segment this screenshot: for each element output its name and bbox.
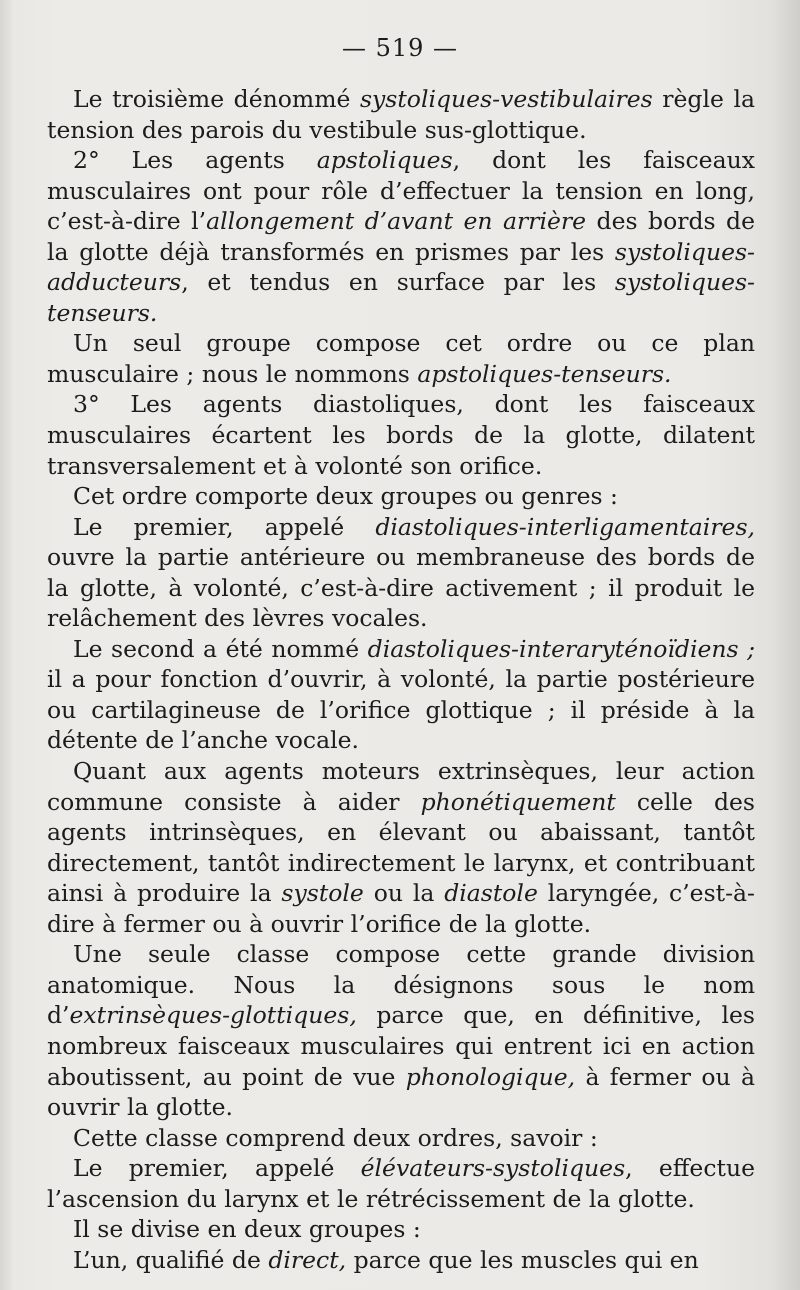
paragraph [47, 84, 755, 145]
italic-term: phonologique, [405, 1062, 576, 1091]
italic-term: apstoliques [316, 146, 453, 175]
text-run: règle la tension des parois du vestibule sus-glottique. [47, 85, 755, 144]
italic-term: diastoliques-interligamentaires, [375, 512, 755, 541]
italic-term: diastoliques-interaryténoïdiens ; [367, 634, 756, 663]
text-run: L’un, qualifié de [73, 1245, 269, 1274]
text-run: , et tendus en surface par les [181, 268, 615, 297]
text-run: celle des agents intrinsèques, en élevant ou abaissant, tantôt directement, tantôt indirectement le larynx, et contribuant ainsi à produire la [47, 787, 755, 908]
paragraph [47, 389, 755, 481]
page-number: — 519 — [341, 34, 459, 62]
italic-term: systole [281, 879, 364, 908]
text-run: 2° Les agents [73, 146, 317, 175]
text-run: laryngée, c’est-à-dire à fermer ou à ouvrir l’orifice de la glotte. [47, 879, 755, 938]
italic-term: systoliques-vestibulaires [359, 85, 653, 113]
text-run: Quant aux agents moteurs extrinsèques, leur action commune consiste à aider [47, 757, 755, 816]
text-run: ouvre la partie antérieure ou membraneuse des bords de la glotte, à volonté, c’est-à-dire activement ; il produit le relâchement des lèvres vocales. [47, 543, 755, 633]
text-run: Une seule classe compose cette grande division anatomique. Nous la désignons sous le nom d’ [47, 940, 755, 1030]
paragraph [47, 481, 755, 512]
text-run: Le troisième dénommé [73, 85, 360, 113]
italic-term: apstoliques-tenseurs. [417, 359, 672, 388]
text-run: parce que les muscles qui en [346, 1245, 699, 1274]
italic-term: diastole [444, 879, 538, 908]
paragraph [47, 328, 755, 389]
paragraph [47, 756, 755, 939]
italic-term: direct, [268, 1245, 347, 1274]
paragraph [47, 145, 755, 328]
text-run: à fermer ou à ouvrir la glotte. [47, 1062, 755, 1122]
text-run: , dont les faisceaux musculaires ont pour rôle d’effectuer la tension en long, c’est-à-dire l’ [47, 146, 755, 236]
italic-term: extrinsèques-glottiques, [69, 1001, 357, 1030]
paragraph [47, 1245, 755, 1276]
italic-term: élévateurs-systoliques [360, 1154, 626, 1183]
italic-term: phonétiquement [420, 787, 616, 816]
italic-term: allongement d’avant en arrière [206, 207, 587, 236]
body-text [47, 84, 755, 1275]
text-run: Le premier, appelé [73, 1154, 361, 1183]
text-run: Le premier, appelé [73, 512, 376, 541]
text-run: Il se divise en deux groupes : [73, 1215, 421, 1244]
text-run: Un seul groupe compose cet ordre ou ce plan musculaire ; nous le nommons [47, 329, 755, 388]
paragraph [47, 1214, 755, 1245]
italic-term: systoliques-tenseurs. [47, 268, 755, 327]
text-run: ou la [363, 879, 445, 908]
text-run: il a pour fonction d’ouvrir, à volonté, la partie postérieure ou cartilagineuse de l’orifice glottique ; il préside à la détente de l’anche vocale. [47, 665, 755, 755]
paragraph [47, 512, 755, 634]
text-run: parce que, en définitive, les nombreux faisceaux musculaires qui entrent ici en action aboutissent, au point de vue [47, 1001, 755, 1091]
paragraph [47, 634, 755, 756]
text-run: des bords de la glotte déjà transformés en prismes par les [47, 207, 756, 266]
text-run: Cette classe comprend deux ordres, savoir : [73, 1123, 598, 1152]
text-run: Le second a été nommé [73, 634, 368, 663]
text-run: 3° Les agents diastoliques, dont les faisceaux musculaires écartent les bords de la glotte, dilatent transversalement et à volonté son orifice. [47, 390, 755, 480]
paragraph [47, 1123, 755, 1154]
paragraph [47, 939, 755, 1122]
paragraph [47, 1153, 755, 1214]
text-run: , effectue l’ascension du larynx et le rétrécissement de la glotte. [47, 1154, 755, 1213]
italic-term: systoliques-adducteurs [47, 237, 755, 297]
text-run: Cet ordre comporte deux groupes ou genres : [73, 482, 618, 511]
